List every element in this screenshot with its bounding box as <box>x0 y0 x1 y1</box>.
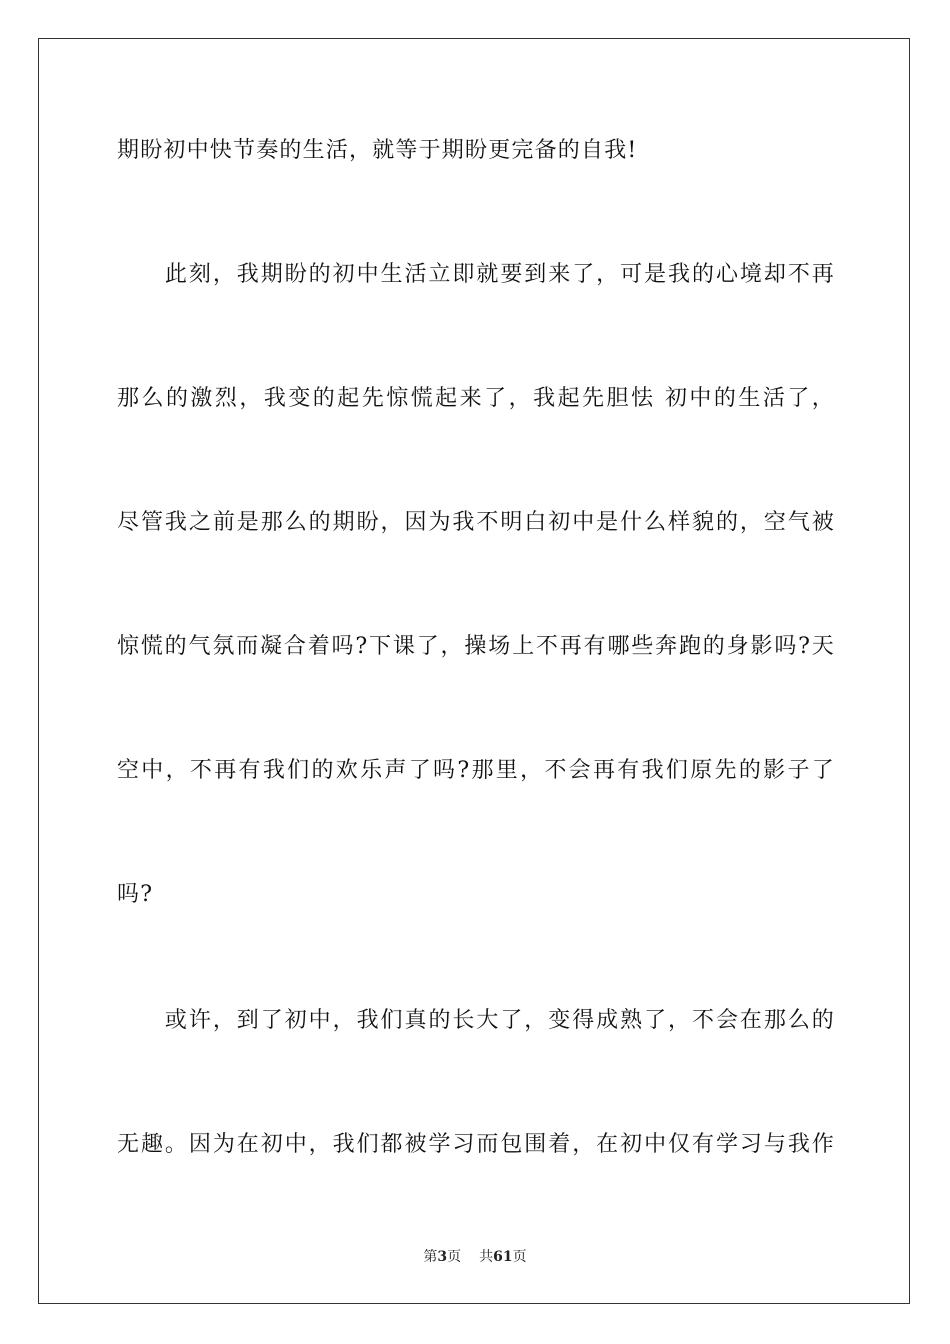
total-suffix: 页 <box>512 1249 527 1265</box>
page-suffix: 页 <box>447 1249 462 1265</box>
text-line-7: 吗? <box>117 882 154 907</box>
page-number: 3 <box>437 1249 448 1265</box>
text-line-8: 或许，到了初中，我们真的长大了，变得成熟了，不会在那么的 <box>117 1008 835 1033</box>
text-line-3: 那么的激烈，我变的起先惊慌起来了，我起先胆怯 初中的生活了， <box>117 386 835 411</box>
text-line-2: 此刻，我期盼的初中生活立即就要到来了，可是我的心境却不再 <box>117 262 835 287</box>
page-footer <box>0 1247 950 1267</box>
text-line-9: 无趣。因为在初中，我们都被学习而包围着，在初中仅有学习与我作 <box>117 1132 835 1157</box>
text-line-1: 期盼初中快节奏的生活，就等于期盼更完备的自我! <box>117 138 638 163</box>
page-prefix: 第 <box>423 1249 438 1265</box>
text-line-6: 空中，不再有我们的欢乐声了吗?那里，不会再有我们原先的影子了 <box>117 758 835 783</box>
total-pages: 61 <box>493 1249 513 1265</box>
text-line-4: 尽管我之前是那么的期盼，因为我不明白初中是什么样貌的，空气被 <box>117 510 835 535</box>
text-line-5: 惊慌的气氛而凝合着吗?下课了，操场上不再有哪些奔跑的身影吗?天 <box>117 634 835 659</box>
total-prefix: 共 <box>479 1249 494 1265</box>
page-border <box>38 38 910 1304</box>
